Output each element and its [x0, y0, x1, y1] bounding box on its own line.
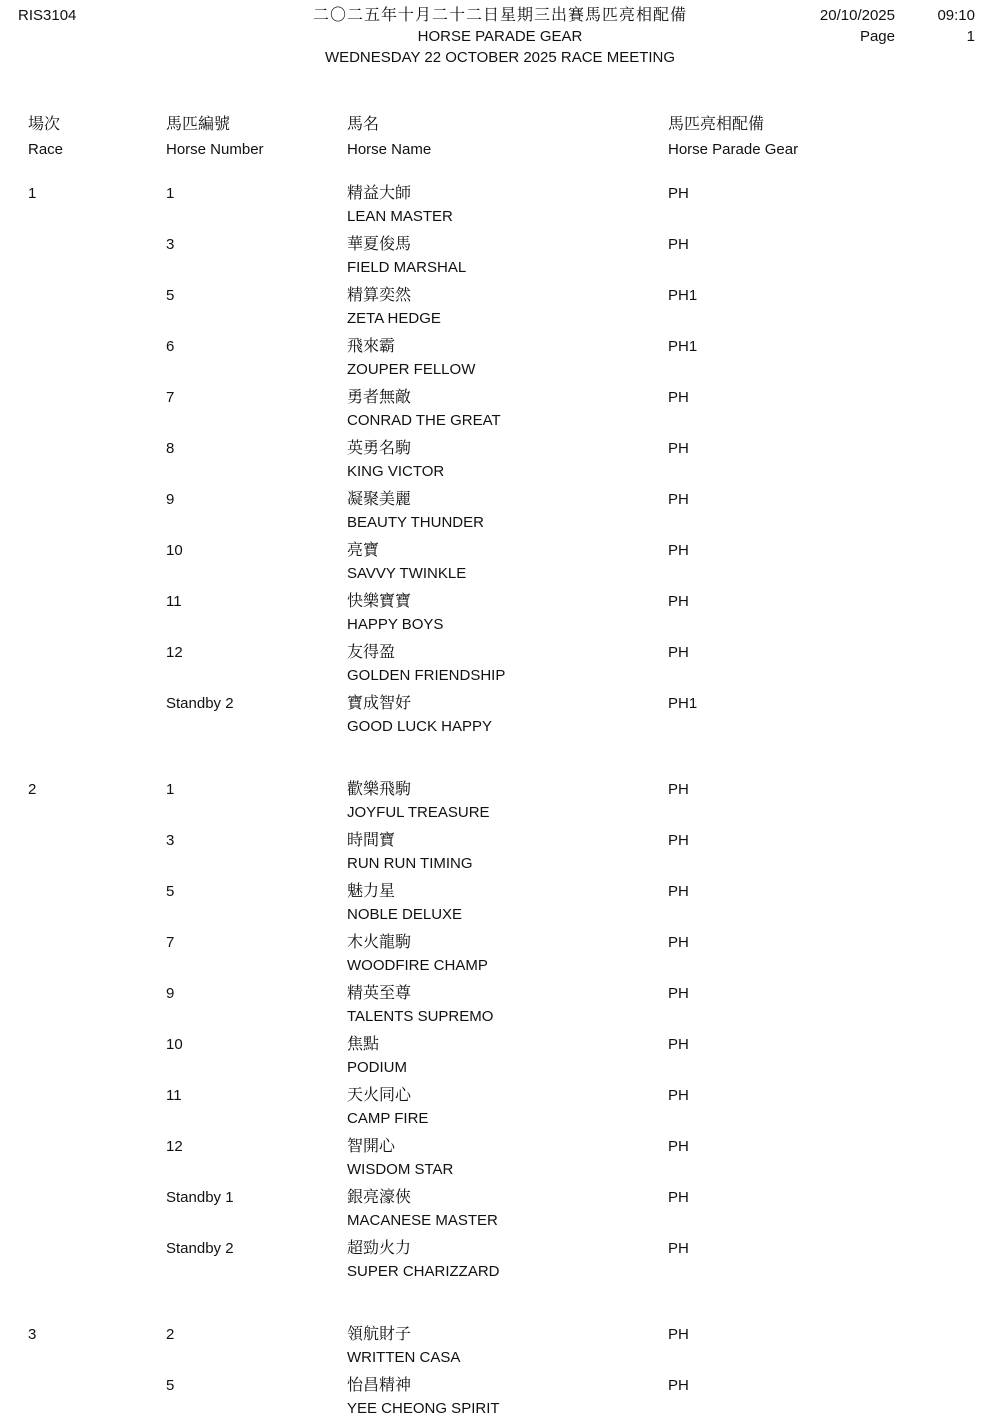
gear-code: PH — [668, 1377, 689, 1394]
horse-number: 5 — [166, 1377, 175, 1394]
horse-name-english: SAVVY TWINKLE — [347, 565, 467, 582]
horse-name-english: BEAUTY THUNDER — [347, 514, 484, 531]
page-number: 1 — [966, 28, 975, 45]
horse-number: 9 — [166, 985, 175, 1002]
report-title-chinese: 二〇二五年十月二十二日星期三出賽馬匹亮相配備 — [312, 7, 687, 24]
report-title-english: HORSE PARADE GEAR — [417, 28, 583, 45]
report-subtitle: WEDNESDAY 22 OCTOBER 2025 RACE MEETING — [324, 49, 676, 66]
horse-name — [347, 778, 668, 824]
horse-name-chinese: 快樂寶寶 — [347, 593, 412, 610]
gear-code: PH — [668, 236, 689, 253]
horse-name-english: WRITTEN CASA — [347, 1349, 461, 1366]
entry-row — [28, 1186, 1000, 1232]
horse-name-english: ZETA HEDGE — [347, 310, 441, 327]
gear-code: PH — [668, 1087, 689, 1104]
horse-number: Standby 2 — [166, 1240, 234, 1257]
gear-code: PH — [668, 185, 689, 202]
horse-name-chinese: 怡昌精神 — [347, 1377, 412, 1394]
horse-number: 6 — [166, 338, 175, 355]
horse-number: 12 — [166, 644, 183, 661]
horse-name-english: WOODFIRE CHAMP — [347, 957, 488, 974]
horse-number: 3 — [166, 236, 175, 253]
gear-code: PH — [668, 883, 689, 900]
gear-code: PH — [668, 934, 689, 951]
horse-number: 10 — [166, 1036, 183, 1053]
gear-code: PH — [668, 440, 689, 457]
gear-code: PH — [668, 491, 689, 508]
entry-row — [28, 880, 1000, 926]
entry-row — [28, 641, 1000, 687]
entry-row — [28, 437, 1000, 483]
horse-name-english: CAMP FIRE — [347, 1110, 429, 1127]
entry-row — [28, 1374, 1000, 1420]
horse-name — [347, 982, 668, 1028]
horse-name — [347, 829, 668, 875]
horse-name — [347, 1033, 668, 1079]
horse-name-chinese: 精益大師 — [347, 185, 412, 202]
race-section-3 — [28, 1323, 1000, 1420]
horse-name — [347, 931, 668, 977]
horse-name-english: CONRAD THE GREAT — [347, 412, 501, 429]
gear-code: PH — [668, 1240, 689, 1257]
horse-name — [347, 539, 668, 585]
horse-name — [347, 437, 668, 483]
gear-code: PH — [668, 781, 689, 798]
horse-number: Standby 1 — [166, 1189, 234, 1206]
horse-number: 10 — [166, 542, 183, 559]
entry-row — [28, 488, 1000, 534]
column-header-race: 場次 Race — [28, 116, 64, 158]
entry-row — [28, 692, 1000, 738]
column-headers — [28, 112, 1000, 162]
horse-name-chinese: 時間寶 — [347, 832, 396, 849]
race-number: 1 — [28, 185, 37, 202]
entry-row — [28, 778, 1000, 824]
horse-name-chinese: 魅力星 — [347, 883, 396, 900]
horse-name-chinese: 凝聚美麗 — [347, 491, 412, 508]
entry-row — [28, 931, 1000, 977]
entry-row — [28, 233, 1000, 279]
horse-name-chinese: 精算奕然 — [347, 287, 412, 304]
horse-name-chinese: 智開心 — [347, 1138, 396, 1155]
report-time: 09:10 — [937, 7, 975, 24]
horse-name — [347, 1186, 668, 1232]
entry-row — [28, 1237, 1000, 1283]
page-label: Page — [859, 28, 895, 45]
gear-code: PH1 — [668, 695, 698, 712]
horse-name — [347, 1135, 668, 1181]
horse-number: 3 — [166, 832, 175, 849]
horse-name-english: SUPER CHARIZZARD — [347, 1263, 500, 1280]
horse-name-chinese: 歡樂飛駒 — [347, 781, 412, 798]
race-section-2 — [28, 778, 1000, 1283]
horse-name — [347, 335, 668, 381]
race-number: 2 — [28, 781, 37, 798]
report-meta — [820, 5, 975, 47]
gear-code: PH1 — [668, 338, 698, 355]
horse-name — [347, 641, 668, 687]
gear-code: PH — [668, 644, 689, 661]
horse-name-chinese: 英勇名駒 — [347, 440, 412, 457]
horse-name-chinese: 領航財子 — [347, 1326, 412, 1343]
horse-number: 5 — [166, 287, 175, 304]
race-number: 3 — [28, 1326, 37, 1343]
report-header — [0, 5, 1000, 65]
horse-name-chinese: 木火龍駒 — [347, 934, 412, 951]
entry-row — [28, 1033, 1000, 1079]
entry-row — [28, 386, 1000, 432]
gear-code: PH — [668, 832, 689, 849]
entry-row — [28, 1323, 1000, 1369]
parade-gear-table — [0, 112, 1000, 1420]
horse-name — [347, 880, 668, 926]
report-date: 20/10/2025 — [819, 7, 895, 24]
gear-code: PH1 — [668, 287, 698, 304]
horse-number: 5 — [166, 883, 175, 900]
column-header-parade-gear: 馬匹亮相配備 Horse Parade Gear — [668, 116, 799, 158]
horse-name-chinese: 飛來霸 — [347, 338, 396, 355]
horse-name-chinese: 天火同心 — [347, 1087, 412, 1104]
horse-name — [347, 1084, 668, 1130]
horse-name-english: LEAN MASTER — [347, 208, 453, 225]
horse-number: 1 — [166, 185, 175, 202]
horse-name-english: RUN RUN TIMING — [347, 855, 473, 872]
entry-row — [28, 1135, 1000, 1181]
horse-name-english: JOYFUL TREASURE — [347, 804, 490, 821]
column-header-horse-number: 馬匹編號 Horse Number — [166, 116, 264, 158]
horse-name-chinese: 焦點 — [347, 1036, 380, 1053]
horse-name — [347, 1323, 668, 1369]
horse-number: 11 — [166, 1087, 182, 1104]
report-code: RIS3104 — [18, 7, 77, 24]
gear-code: PH — [668, 593, 689, 610]
race-section-1 — [28, 182, 1000, 738]
horse-name — [347, 1237, 668, 1283]
horse-name — [347, 233, 668, 279]
horse-name-english: YEE CHEONG SPIRIT — [347, 1400, 500, 1417]
horse-number: 7 — [166, 389, 175, 406]
gear-code: PH — [668, 1189, 689, 1206]
horse-number: 2 — [166, 1326, 175, 1343]
horse-name-chinese: 勇者無敵 — [347, 389, 412, 406]
entry-row — [28, 335, 1000, 381]
gear-code: PH — [668, 1138, 689, 1155]
horse-number: Standby 2 — [166, 695, 234, 712]
horse-number: 11 — [166, 593, 182, 610]
horse-name-chinese: 超勁火力 — [347, 1240, 412, 1257]
horse-name-english: MACANESE MASTER — [347, 1212, 498, 1229]
column-header-horse-name: 馬名 Horse Name — [347, 116, 432, 158]
gear-code: PH — [668, 1036, 689, 1053]
horse-name-chinese: 亮寶 — [347, 542, 380, 559]
horse-name-english: ZOUPER FELLOW — [347, 361, 476, 378]
entry-row — [28, 539, 1000, 585]
gear-code: PH — [668, 542, 689, 559]
horse-name — [347, 692, 668, 738]
horse-name-english: HAPPY BOYS — [347, 616, 444, 633]
horse-name-english: NOBLE DELUXE — [347, 906, 463, 923]
horse-name-english: GOLDEN FRIENDSHIP — [347, 667, 506, 684]
horse-number: 1 — [166, 781, 175, 798]
entry-row — [28, 829, 1000, 875]
horse-name — [347, 1374, 668, 1420]
horse-name — [347, 284, 668, 330]
horse-name-chinese: 友得盈 — [347, 644, 396, 661]
horse-number: 7 — [166, 934, 175, 951]
entry-row — [28, 182, 1000, 228]
horse-name-english: FIELD MARSHAL — [347, 259, 467, 276]
gear-code: PH — [668, 389, 689, 406]
horse-name-english: TALENTS SUPREMO — [347, 1008, 494, 1025]
horse-name-chinese: 華夏俊馬 — [347, 236, 412, 253]
entry-row — [28, 982, 1000, 1028]
horse-name-chinese: 銀亮濠俠 — [347, 1189, 412, 1206]
horse-number: 12 — [166, 1138, 183, 1155]
gear-code: PH — [668, 1326, 689, 1343]
horse-name — [347, 182, 668, 228]
horse-name-english: KING VICTOR — [347, 463, 445, 480]
horse-name-chinese: 精英至尊 — [347, 985, 412, 1002]
horse-name — [347, 386, 668, 432]
horse-number: 9 — [166, 491, 175, 508]
entry-row — [28, 1084, 1000, 1130]
horse-name — [347, 590, 668, 636]
entry-row — [28, 284, 1000, 330]
gear-code: PH — [668, 985, 689, 1002]
horse-name-english: WISDOM STAR — [347, 1161, 454, 1178]
horse-name-english: PODIUM — [347, 1059, 407, 1076]
horse-name — [347, 488, 668, 534]
horse-name-english: GOOD LUCK HAPPY — [347, 718, 493, 735]
entry-row — [28, 590, 1000, 636]
horse-number: 8 — [166, 440, 175, 457]
horse-name-chinese: 寶成智好 — [347, 695, 412, 712]
